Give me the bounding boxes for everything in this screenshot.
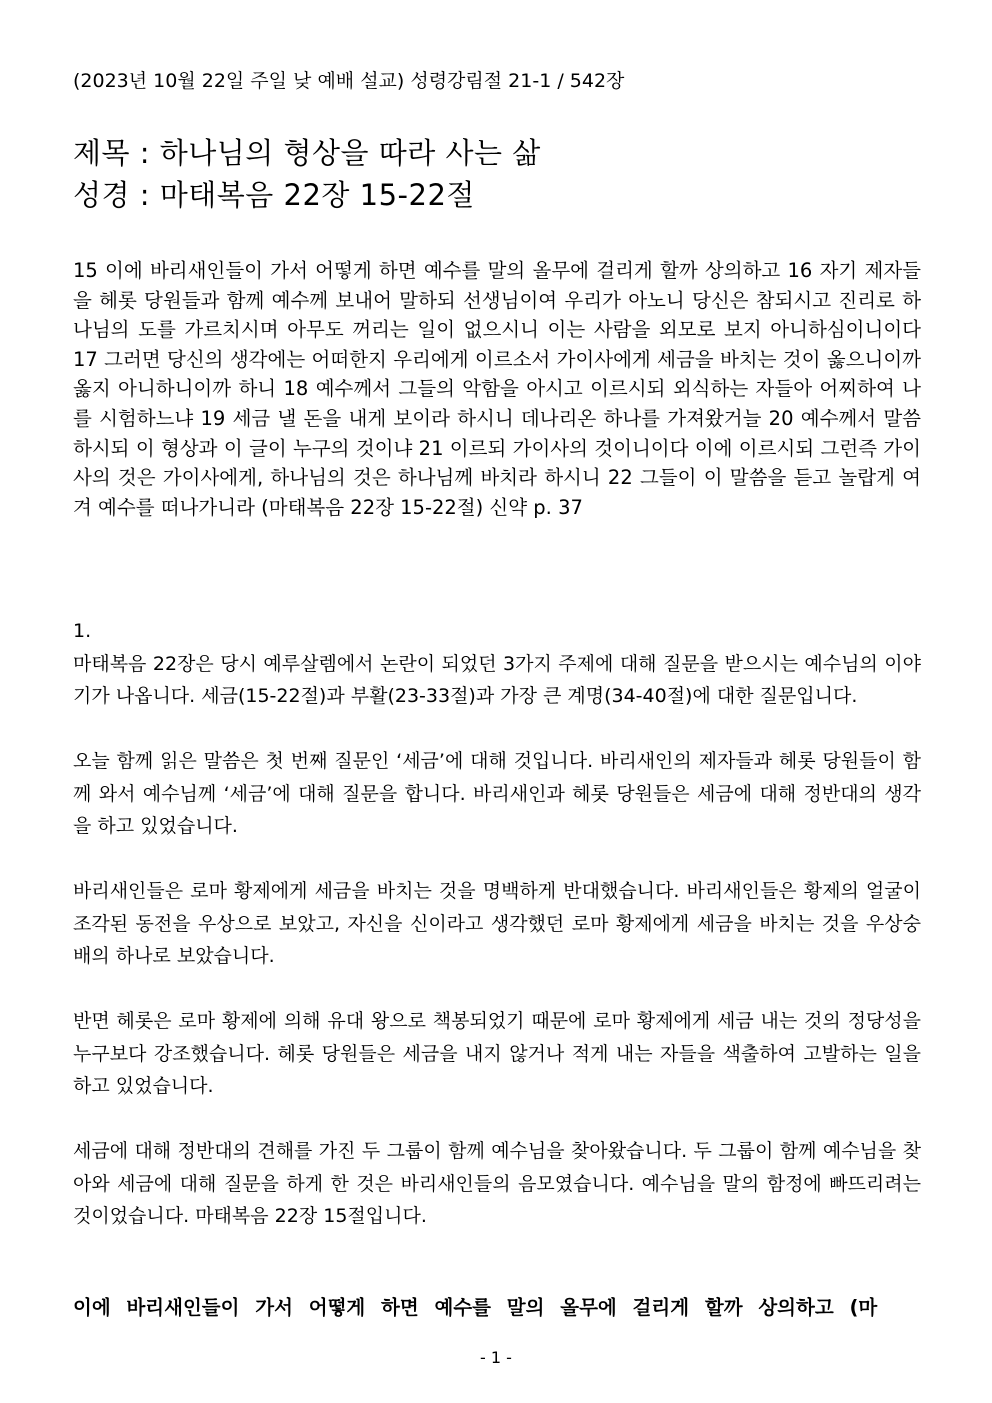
title-block bbox=[73, 132, 923, 216]
sermon-title: 제목 : 하나님의 형상을 따라 사는 삶 bbox=[73, 136, 541, 170]
body-paragraph: 반면 헤롯은 로마 황제에 의해 유대 왕으로 책봉되었기 때문에 로마 황제에게 세금 내는 것의 정당성을 누구보다 강조했습니다. 헤롯 당원들은 세금을 내지 않거나 적게 내는 자들을 색출하여 고발하는 일을 하고 있었습니다. bbox=[73, 1010, 921, 1097]
body-paragraph: 바리새인들은 로마 황제에게 세금을 바치는 것을 명백하게 반대했습니다. 바리새인들은 황제의 얼굴이 조각된 동전을 우상으로 보았고, 자신을 신이라고 생각했던 로마 황제에게 세금을 바치는 것을 우상숭배의 하나로 보았습니다. bbox=[73, 880, 921, 967]
scripture-reference: 성경 : 마태복음 22장 15-22절 bbox=[73, 178, 475, 212]
body-paragraph: 마태복음 22장은 당시 예루살렘에서 논란이 되었던 3가지 주제에 대해 질문을 받으시는 예수님의 이야기가 나옵니다. 세금(15-22절)과 부활(23-33절)과 가장 큰 계명(34-40절)에 대한 질문입니다. bbox=[73, 652, 921, 707]
body-paragraph: 오늘 함께 읽은 말씀은 첫 번째 질문인 ‘세금’에 대해 것입니다. 바리새인의 제자들과 헤롯 당원들이 함께 와서 예수님께 ‘세금’에 대해 질문을 합니다. 바리새인과 헤롯 당원들은 세금에 대해 정반대의 생각을 하고 있었습니다. bbox=[73, 750, 921, 837]
sermon-meta-line: (2023년 10월 22일 주일 낮 예배 설교) 성령강림절 21-1 / 542장 bbox=[73, 70, 625, 92]
sermon-body bbox=[73, 615, 921, 1233]
scripture-passage: 15 이에 바리새인들이 가서 어떻게 하면 예수를 말의 올무에 걸리게 할까 상의하고 16 자기 제자들을 헤롯 당원들과 함께 예수께 보내어 말하되 선생님이여 우리가 아노니 당신은 참되시고 진리로 하나님의 도를 가르치시며 아무도 꺼리는 일이 없으시니 이는 사람을 외모로 보지 아니하심이니이다 17 그러면 당신의 생각에는 어떠한지 우리에게 이르소서 가이사에게 세금을 바치는 것이 옳으니이까 옳지 아니하니이까 하니 18 예수께서 그들의 악함을 아시고 이르시되 외식하는 자들아 어찌하여 나를 시험하느냐 19 세금 낼 돈을 내게 보이라 하시니 데나리온 하나를 가져왔거늘 20 예수께서 말씀하시되 이 형상과 이 글이 누구의 것이냐 21 이르되 가이사의 것이니이다 이에 이르시되 그런즉 가이사의 것은 가이사에게, 하나님의 것은 하나님께 바치라 하시니 22 그들이 이 말씀을 듣고 놀랍게 여겨 예수를 떠나가니라 (마태복음 22장 15-22절) 신약 p. 37 bbox=[73, 259, 921, 519]
bold-scripture-quote: 이에 바리새인들이 가서 어떻게 하면 예수를 말의 올무에 걸리게 할까 상의하고 (마 bbox=[73, 1296, 878, 1319]
page-number: - 1 - bbox=[480, 1348, 512, 1367]
body-paragraph: 세금에 대해 정반대의 견해를 가진 두 그룹이 함께 예수님을 찾아왔습니다. 두 그룹이 함께 예수님을 찾아와 세금에 대해 질문을 하게 한 것은 바리새인들의 음모였습니다. 예수님을 말의 함정에 빠뜨리려는 것이었습니다. 마태복음 22장 15절입니다. bbox=[73, 1140, 921, 1227]
section-number: 1. bbox=[73, 620, 92, 642]
